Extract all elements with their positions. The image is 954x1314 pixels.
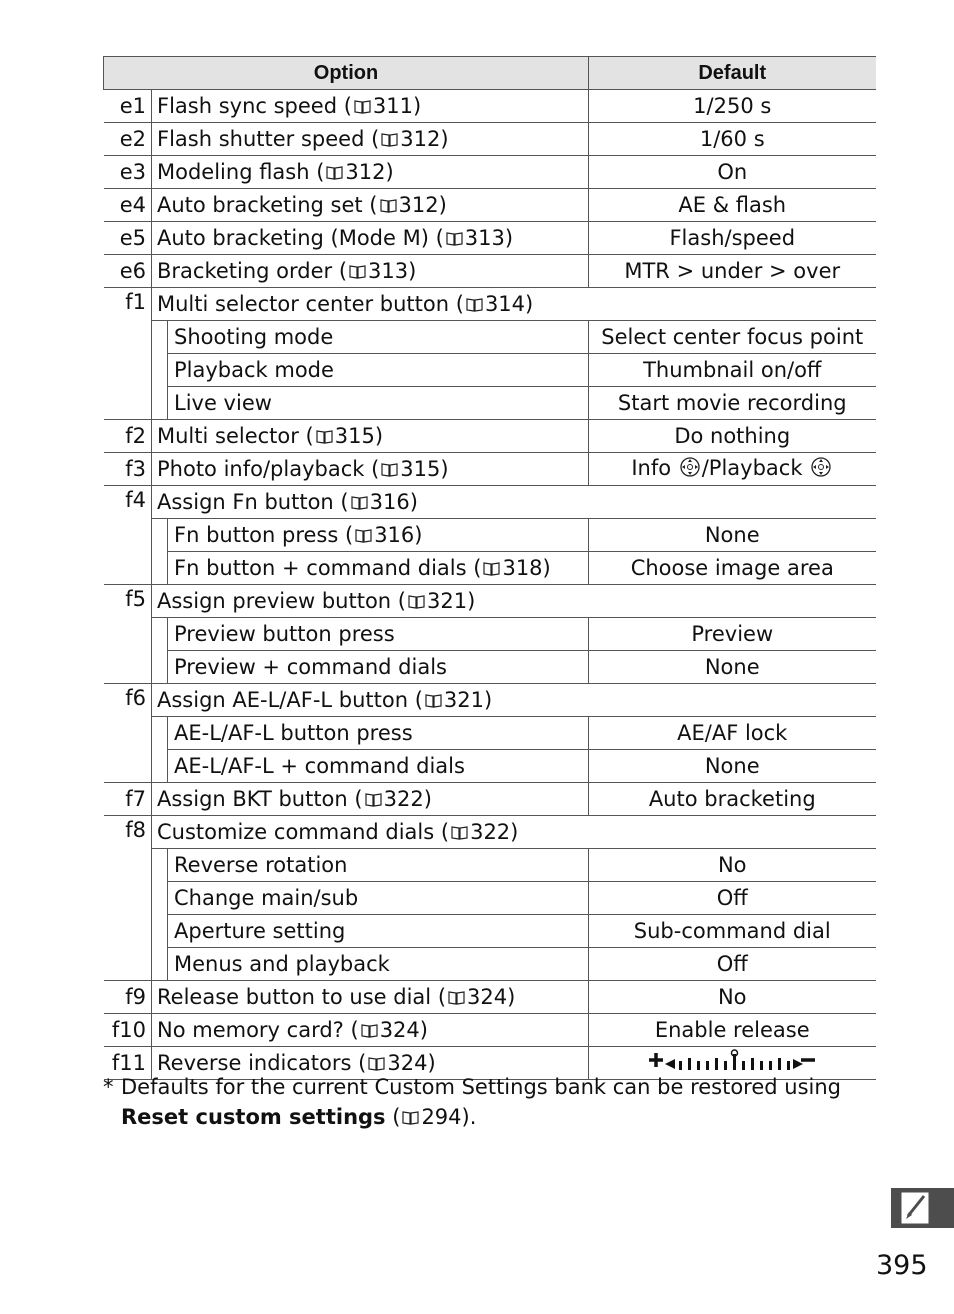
indent-cell [152,354,168,387]
row-code: f6 [104,684,152,783]
book-icon [365,788,382,812]
option-text: Assign BKT button ( [157,786,363,811]
sub-label: Preview button press [174,622,395,646]
sub-option [168,519,589,552]
paren: ) [409,489,418,514]
sub-default: None [589,750,876,783]
table-row [104,1014,876,1047]
paren: ) [484,687,493,712]
paren: ) [408,258,417,283]
book-icon [326,161,343,185]
book-icon [355,524,372,548]
row-option [152,90,589,123]
row-option [152,288,876,321]
row-code: e4 [104,189,152,222]
option-page: 321 [427,588,468,613]
option-text: Flash sync speed ( [157,93,352,118]
sub-label: Fn button press ( [174,522,354,547]
table-subrow [104,882,876,915]
option-text: Multi selector center button ( [157,291,464,316]
sub-default: Off [589,948,876,981]
option-text: Modeling flash ( [157,159,325,184]
paren: ) [542,555,551,580]
option-page: 324 [467,984,508,1009]
option-page: 314 [484,291,526,316]
indent-cell [152,552,168,585]
row-default: Do nothing [589,420,876,453]
sub-default: Preview [589,618,876,651]
row-option [152,684,876,717]
table-row [104,585,876,618]
sub-label: Menus and playback [174,952,390,976]
sub-option [168,618,589,651]
sub-page: 318 [502,555,543,580]
row-code: f9 [104,981,152,1014]
option-text: Multi selector ( [157,423,314,448]
table-row [104,288,876,321]
custom-settings-table [103,56,876,1080]
option-text: Release button to use dial ( [157,984,447,1009]
sub-label: Fn button + command dials ( [174,555,482,580]
table-subrow [104,552,876,585]
default-playback: /Playback [701,455,810,480]
table-subrow [104,750,876,783]
table-row [104,255,876,288]
sub-label: Playback mode [174,358,334,382]
footnote [103,1072,863,1133]
table-row [104,783,876,816]
sub-default: Sub-command dial [589,915,876,948]
sub-option [168,552,589,585]
sub-option [168,882,589,915]
book-icon [408,590,425,614]
paren: ) [427,1050,436,1075]
default-info: Info [631,455,678,480]
table-subrow [104,717,876,750]
table-row [104,981,876,1014]
row-option [152,783,589,816]
footnote-marker: * [103,1075,114,1099]
indent-cell [152,321,168,354]
table-subrow [104,321,876,354]
footnote-bold: Reset custom settings [121,1105,386,1129]
header-default: Default [589,57,876,90]
book-icon [483,557,500,581]
sub-label: AE-L/AF-L button press [174,721,413,745]
table-row [104,156,876,189]
option-text: Photo info/playback ( [157,456,380,481]
row-option [152,486,876,519]
option-page: 313 [464,225,505,250]
option-page: 312 [400,126,441,151]
row-option [152,981,589,1014]
option-text: Reverse indicators ( [157,1050,367,1075]
row-option [152,156,589,189]
row-code: f1 [104,288,152,420]
indent-cell [152,882,168,915]
indent-cell [152,651,168,684]
book-icon [466,293,483,317]
book-icon [446,227,463,251]
sub-option [168,750,589,783]
table-row [104,486,876,519]
book-icon [380,194,397,218]
indent-cell [152,387,168,420]
page-number: 395 [876,1250,928,1281]
row-default: Auto bracketing [589,783,876,816]
row-default: On [589,156,876,189]
row-code: e5 [104,222,152,255]
multi-selector-icon [810,456,832,483]
sub-default: Off [589,882,876,915]
option-page: 322 [470,819,511,844]
row-default: 1/250 s [589,90,876,123]
table-subrow [104,519,876,552]
option-text: Auto bracketing (Mode M) ( [157,225,444,250]
row-code: e3 [104,156,152,189]
sub-label: Change main/sub [174,886,359,910]
table-subrow [104,651,876,684]
footnote-text-b: ( [385,1105,401,1129]
book-icon [351,491,368,515]
option-page: 324 [387,1050,428,1075]
paren: ) [467,588,476,613]
row-code: f2 [104,420,152,453]
pencil-menu-icon [891,1188,954,1228]
row-default: MTR > under > over [589,255,876,288]
multi-selector-icon [679,456,701,483]
option-text: Flash shutter speed ( [157,126,380,151]
option-text: Assign AE-L/AF-L button ( [157,687,423,712]
sub-option [168,849,589,882]
sub-default: Choose image area [589,552,876,585]
section-tab [891,1188,954,1228]
option-page: 312 [398,192,439,217]
row-option [152,816,876,849]
table-row [104,90,876,123]
option-text: Assign preview button ( [157,588,406,613]
paren: ) [438,192,447,217]
book-icon [448,986,465,1010]
indent-cell [152,915,168,948]
row-code: f7 [104,783,152,816]
sub-option [168,321,589,354]
paren: ) [423,786,432,811]
table-subrow [104,915,876,948]
indent-cell [152,948,168,981]
paren: ) [385,159,394,184]
table-row [104,684,876,717]
indent-cell [152,717,168,750]
sub-label: Live view [174,391,272,415]
table-row [104,453,876,486]
book-icon [402,1103,419,1133]
paren: ) [525,291,534,316]
indent-cell [152,618,168,651]
row-default [589,453,876,486]
option-page: 312 [345,159,386,184]
option-page: 313 [368,258,409,283]
sub-page: 316 [374,522,415,547]
book-icon [349,260,366,284]
row-default: AE & flash [589,189,876,222]
table-subrow [104,387,876,420]
row-option [152,255,589,288]
row-code: e6 [104,255,152,288]
book-icon [381,458,398,482]
option-text: Assign Fn button ( [157,489,349,514]
row-code: f5 [104,585,152,684]
row-option [152,222,589,255]
indent-cell [152,519,168,552]
sub-label: Shooting mode [174,325,334,349]
sub-default: Select center focus point [589,321,876,354]
paren: ) [507,984,516,1009]
table-header-row [104,57,876,90]
option-page: 315 [334,423,375,448]
footnote-text-c: ). [461,1105,477,1129]
header-option: Option [104,57,589,90]
option-page: 321 [443,687,485,712]
sub-label: Preview + command dials [174,655,447,679]
paren: ) [440,456,449,481]
row-code: f10 [104,1014,152,1047]
book-icon [361,1019,378,1043]
row-default: No [589,981,876,1014]
sub-option [168,387,589,420]
row-default: 1/60 s [589,123,876,156]
row-default: Flash/speed [589,222,876,255]
table-body [104,90,876,1080]
sub-option [168,915,589,948]
table-subrow [104,618,876,651]
row-option [152,123,589,156]
book-icon [354,95,371,119]
sub-default: None [589,651,876,684]
paren: ) [504,225,514,250]
table-row [104,816,876,849]
sub-option [168,354,589,387]
indent-cell [152,750,168,783]
row-option [152,420,589,453]
book-icon [316,425,333,449]
paren: ) [419,1017,428,1042]
row-option [152,1014,589,1047]
row-option [152,453,589,486]
sub-default: AE/AF lock [589,717,876,750]
option-page: 315 [400,456,441,481]
option-page: 316 [369,489,410,514]
sub-label: Aperture setting [174,919,346,943]
table-row [104,189,876,222]
option-text: No memory card? ( [157,1017,359,1042]
sub-option [168,717,589,750]
sub-default: No [589,849,876,882]
option-page: 322 [383,786,424,811]
table-row [104,123,876,156]
sub-default: Thumbnail on/off [589,354,876,387]
row-code: f8 [104,816,152,981]
book-icon [451,821,468,845]
sub-label: Reverse rotation [174,853,348,877]
sub-default: None [589,519,876,552]
book-icon [425,689,442,713]
row-code: e2 [104,123,152,156]
option-text: Customize command dials ( [157,819,450,844]
row-option [152,189,589,222]
row-option [152,585,876,618]
table-row [104,420,876,453]
option-page: 324 [379,1017,420,1042]
option-text: Auto bracketing set ( [157,192,378,217]
paren: ) [374,423,384,448]
paren: ) [510,819,519,844]
sub-label: AE-L/AF-L + command dials [174,754,465,778]
paren: ) [413,93,422,118]
row-code: f4 [104,486,152,585]
sub-option [168,948,589,981]
book-icon [381,128,398,152]
table-subrow [104,849,876,882]
option-text: Bracketing order ( [157,258,348,283]
row-default: Enable release [589,1014,876,1047]
row-code: e1 [104,90,152,123]
table-row [104,222,876,255]
paren: ) [414,522,423,547]
option-page: 311 [372,93,414,118]
table-subrow [104,354,876,387]
sub-default: Start movie recording [589,387,876,420]
indent-cell [152,849,168,882]
table-subrow [104,948,876,981]
footnote-page: 294 [421,1105,462,1129]
paren: ) [440,126,449,151]
footnote-text: Defaults for the current Custom Settings bank can be restored using [121,1075,842,1099]
row-code: f3 [104,453,152,486]
row-code: f11 [104,1047,152,1080]
sub-option [168,651,589,684]
